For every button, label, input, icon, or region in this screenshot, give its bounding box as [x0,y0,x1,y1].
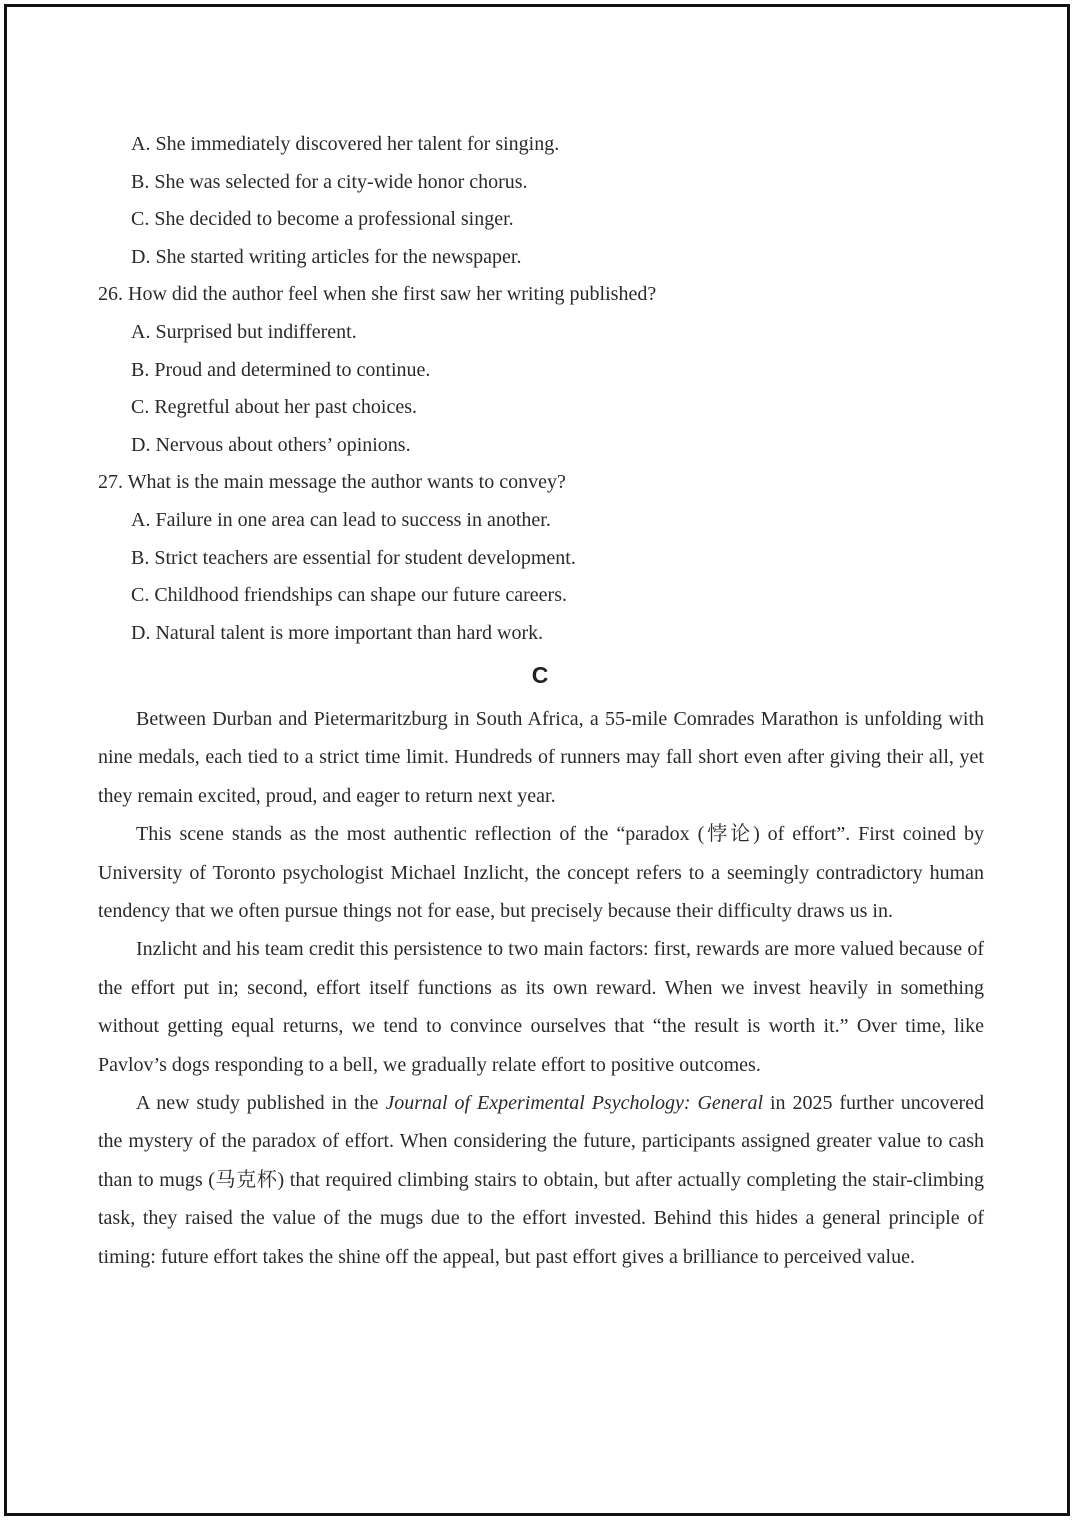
q27-option-d: D. Natural talent is more important than hard work. [131,621,544,644]
q25-option-a: A. She immediately discovered her talent for singing. [131,133,560,155]
question-section [98,126,984,652]
paragraph-4-body: in 2025 further uncovered the mystery of the paradox of effort. When considering the future, participants assigned greater value to cash than to mugs (马克杯) that required climbing stairs to obtain, but after actually completing the stair-climbing task, they raised the value of the mugs due to the effort invested. Behind this hides a general principle of timing: future effort takes the shine off the appeal, but past effort gives a brilliance to perceived value. [98,1092,985,1268]
journal-title: Journal of Experimental Psychology: General [385,1092,764,1115]
paragraph-4-intro: A new study published in the [136,1092,386,1115]
reading-passage [98,700,984,1276]
q26-option-d: D. Nervous about others’ opinions. [131,433,411,456]
q26-option-c: C. Regretful about her past choices. [131,396,418,419]
q26-option-a: A. Surprised but indifferent. [131,320,357,343]
q25-option-b: B. She was selected for a city-wide honor chorus. [131,170,528,193]
passage-paragraph-1: Between Durban and Pietermaritzburg in South Africa, a 55-mile Comrades Marathon is unfolding with nine medals, each tied to a strict time limit. Hundreds of runners may fall short even after giving their all, yet they remain excited, proud, and eager to return next year. [98,708,984,807]
question-27-stem: 27. What is the main message the author wants to convey? [98,471,566,494]
q27-option-a: A. Failure in one area can lead to success in another. [131,508,551,531]
passage-paragraph-2: This scene stands as the most authentic reflection of the “paradox (悖论) of effort”. First coined by University of Toronto psychologist Michael Inzlicht, the concept refers to a seemingly contradictory human tendency that we often pursue things not for ease, but precisely because their difficulty draws us in. [98,823,984,923]
question-26-stem: 26. How did the author feel when she first saw her writing published? [98,283,657,306]
q25-option-d: D. She started writing articles for the newspaper. [131,245,522,268]
q26-option-b: B. Proud and determined to continue. [131,358,431,381]
q27-option-b: B. Strict teachers are essential for student development. [131,546,576,569]
q25-option-c: C. She decided to become a professional singer. [131,208,514,231]
section-heading: C [531,662,549,688]
passage-paragraph-4 [98,1084,984,1276]
passage-paragraph-3: Inzlicht and his team credit this persistence to two main factors: first, rewards are more valued because of the effort put in; second, effort itself functions as its own reward. When we invest heavily in something without getting equal returns, we tend to convince ourselves that “the result is worth it.” Over time, like Pavlov’s dogs responding to a bell, we gradually relate effort to positive outcomes. [98,938,984,1076]
q27-option-c: C. Childhood friendships can shape our future careers. [131,584,567,607]
